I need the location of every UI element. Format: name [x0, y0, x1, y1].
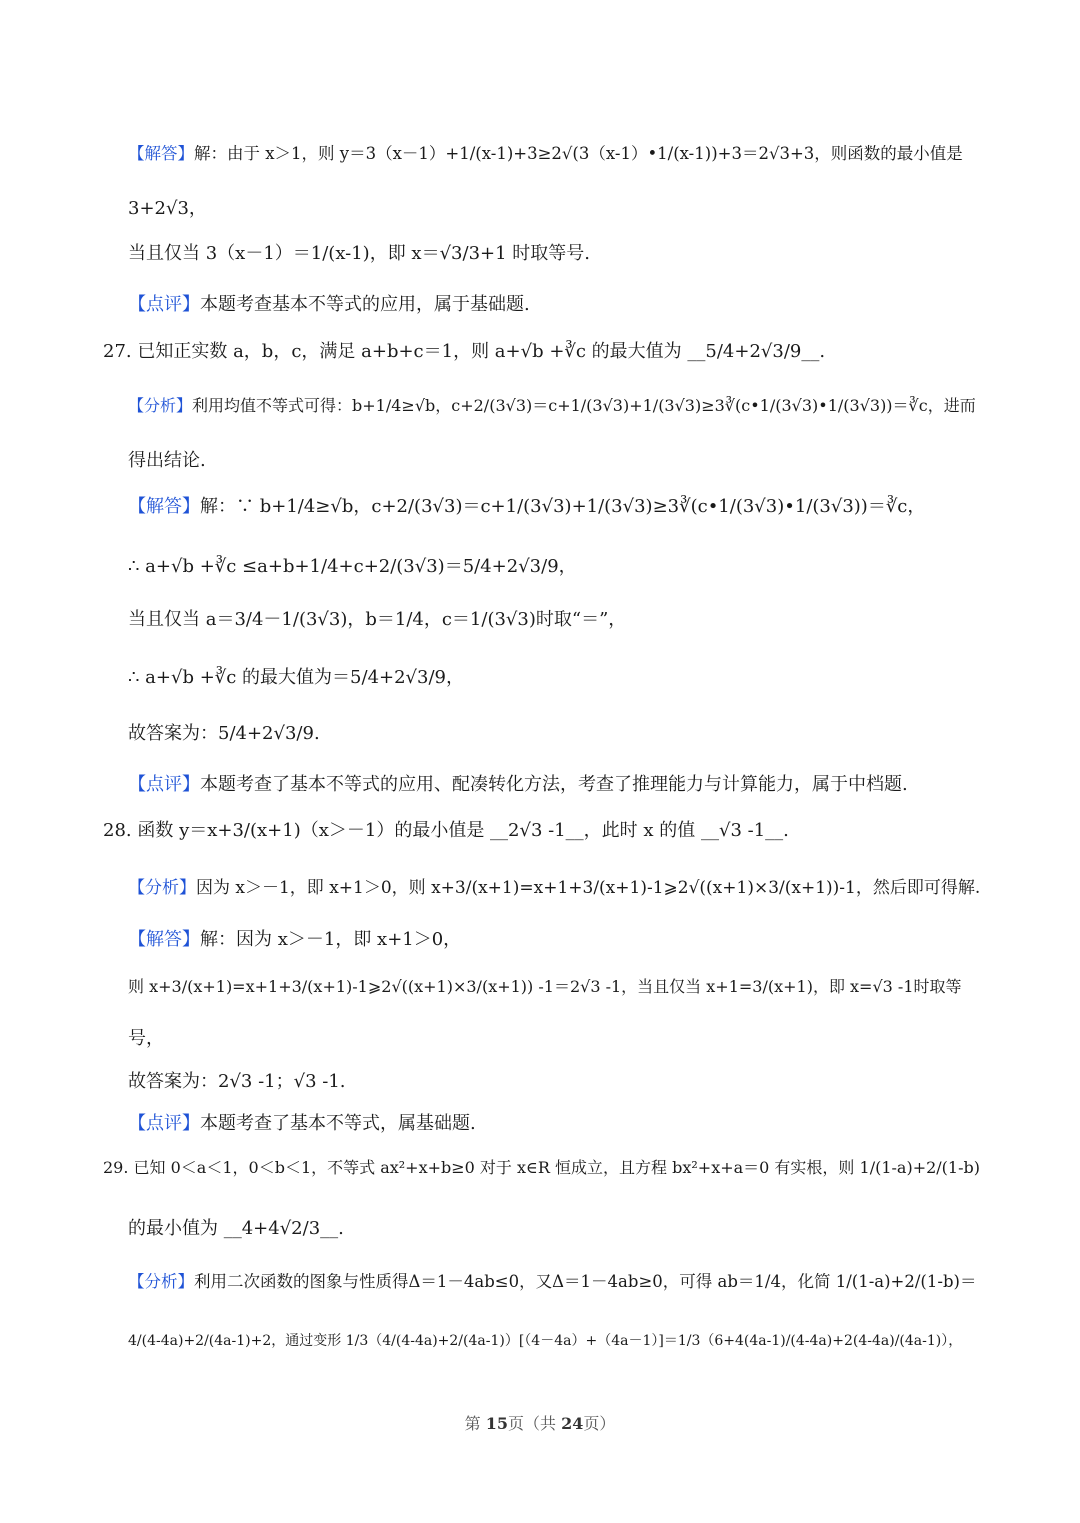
section-body: 解：∵ b+1/4≥√b，c+2/(3√3)＝c+1/(3√3)+1/(3√3)≥3∛(c•1/(3√3)•1/(3√3))＝∛c， [200, 496, 926, 517]
section-tag: 【解答】 [128, 496, 200, 517]
section-body: 本题考查了基本不等式的应用、配凑转化方法，考查了推理能力与计算能力，属于中档题. [200, 774, 908, 795]
text-line-l15 [128, 880, 980, 897]
text-line-l05: 27. 已知正实数 a，b，c，满足 a+b+c＝1，则 a+√b +∛c 的最大值为 __5/4+2√3/9__. [103, 341, 826, 362]
total-page-number: 24 [561, 1414, 584, 1433]
section-tag: 【分析】 [128, 396, 193, 415]
text-line-l07: 得出结论. [128, 450, 206, 471]
text-line-l22: 的最小值为 __4+4√2/3__. [128, 1218, 344, 1239]
text-line-l21: 29. 已知 0＜a＜1，0＜b＜1，不等式 ax²+x+b≥0 对于 x∈R 恒成立，且方程 bx²+x+a＝0 有实根，则 1/(1-a)+2/(1-b) [103, 1158, 980, 1177]
section-tag: 【点评】 [128, 294, 200, 315]
text-line-l03: 当且仅当 3（x－1）＝1/(x-1)，即 x＝√3/3+1 时取等号. [128, 243, 590, 264]
section-body: 利用二次函数的图象与性质得Δ＝1－4ab≤0，又Δ＝1－4ab≥0，可得 ab＝1/4，化简 1/(1-a)+2/(1-b)＝ [194, 1272, 977, 1291]
section-tag: 【点评】 [128, 774, 200, 795]
section-body: 解：由于 x＞1，则 y＝3（x－1）+1/(x-1)+3≥2√(3（x-1）•1/(x-1))+3＝2√3+3，则函数的最小值是 [194, 144, 963, 163]
page-footer: 第 15页（共 24页） [464, 1414, 616, 1433]
text-line-l13 [128, 776, 908, 794]
section-body: 解：因为 x＞－1，即 x+1＞0， [200, 929, 462, 950]
section-tag: 【分析】 [128, 1272, 194, 1291]
section-body: 本题考查基本不等式的应用，属于基础题. [200, 294, 530, 315]
section-body: 利用均值不等式可得：b+1/4≥√b，c+2/(3√3)＝c+1/(3√3)+1/(3√3)≥3∛(c•1/(3√3)•1/(3√3))＝∛c，进而 [192, 396, 976, 415]
section-body: 因为 x＞－1，即 x+1＞0，则 x+3/(x+1)=x+1+3/(x+1)-1⩾2√((x+1)×3/(x+1))-1，然后即可得解. [196, 878, 981, 898]
text-line-l17: 则 x+3/(x+1)=x+1+3/(x+1)-1⩾2√((x+1)×3/(x+1)) -1＝2√3 -1，当且仅当 x+1=3/(x+1)，即 x=√3 -1时取等 [128, 977, 962, 996]
text-line-l14: 28. 函数 y＝x+3/(x+1)（x＞－1）的最小值是 __2√3 -1__，此时 x 的值 __√3 -1__. [103, 820, 789, 841]
section-body: 本题考查了基本不等式，属基础题. [200, 1113, 476, 1134]
text-line-l08 [128, 498, 925, 516]
text-line-l18: 号， [128, 1028, 164, 1049]
text-line-l24: 4/(4-4a)+2/(4a-1)+2，通过变形 1/3（4/(4-4a)+2/(4a-1)）[（4－4a）+（4a－1）]＝1/3（6+4(4a-1)/(4-4a)+2(4-4a)/(4a-1)）， [128, 1333, 963, 1349]
text-line-l16 [128, 931, 461, 949]
text-line-l09: ∴ a+√b +∛c ≤a+b+1/4+c+2/(3√3)＝5/4+2√3/9， [128, 556, 577, 577]
text-line-l10: 当且仅当 a＝3/4－1/(3√3)，b＝1/4，c＝1/(3√3)时取“＝”， [128, 609, 627, 630]
text-line-l06 [128, 398, 976, 414]
section-tag: 【解答】 [128, 929, 200, 950]
text-line-l02: 3+2√3， [128, 198, 207, 219]
section-tag: 【解答】 [128, 144, 194, 163]
text-line-l11: ∴ a+√b +∛c 的最大值为＝5/4+2√3/9， [128, 667, 464, 688]
text-line-l01 [128, 146, 963, 163]
text-line-l20 [128, 1115, 476, 1133]
section-tag: 【点评】 [128, 1113, 200, 1134]
text-line-l19: 故答案为：2√3 -1；√3 -1. [128, 1071, 346, 1092]
text-line-l12: 故答案为：5/4+2√3/9. [128, 723, 320, 744]
current-page-number: 15 [485, 1414, 508, 1433]
section-tag: 【分析】 [128, 878, 196, 898]
text-line-l04 [128, 296, 530, 314]
text-line-l23 [128, 1274, 976, 1291]
